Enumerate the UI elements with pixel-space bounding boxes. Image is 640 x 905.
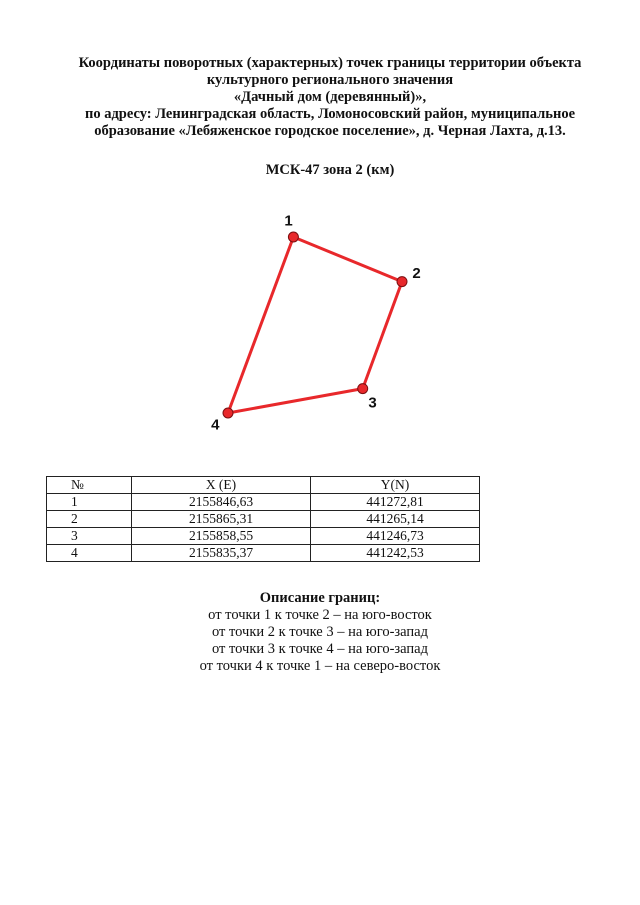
boundary-point-label: 1 xyxy=(284,212,293,230)
table-row xyxy=(47,494,480,511)
table-row xyxy=(47,528,480,545)
description-line: от точки 4 к точке 1 – на северо-восток xyxy=(199,658,441,674)
title-line: «Дачный дом (деревянный)», xyxy=(233,89,427,105)
boundary-diagram-svg xyxy=(200,205,430,445)
cell-y: 441265,14 xyxy=(311,511,480,528)
coordinate-system-label: МСК-47 зона 2 (км) xyxy=(265,162,395,178)
column-header-x: X (E) xyxy=(132,477,311,494)
cell-y: 441246,73 xyxy=(311,528,480,545)
boundary-outline xyxy=(228,237,402,413)
description-line: от точки 3 к точке 4 – на юго-запад xyxy=(212,641,428,657)
boundary-point xyxy=(223,408,233,418)
table-row xyxy=(47,511,480,528)
boundary-point xyxy=(358,384,368,394)
boundary-point-label: 4 xyxy=(211,416,220,434)
title-line: образование «Лебяженское городское поселение», д. Черная Лахта, д.13. xyxy=(94,123,566,139)
column-header-number: № xyxy=(47,477,132,494)
boundary-point xyxy=(397,277,407,287)
title-line: по адресу: Ленинградская область, Ломоносовский район, муниципальное xyxy=(84,106,576,122)
description-title: Описание границ: xyxy=(259,590,381,606)
column-header-y: Y(N) xyxy=(311,477,480,494)
cell-x: 2155835,37 xyxy=(132,545,311,562)
cell-x: 2155846,63 xyxy=(132,494,311,511)
cell-y: 441242,53 xyxy=(311,545,480,562)
cell-number: 4 xyxy=(47,545,132,562)
table-row xyxy=(47,545,480,562)
title-line: Координаты поворотных (характерных) точек границы территории объекта xyxy=(78,55,582,71)
boundary-point-label: 3 xyxy=(368,394,377,412)
cell-number: 1 xyxy=(47,494,132,511)
description-line: от точки 2 к точке 3 – на юго-запад xyxy=(212,624,428,640)
description-line: от точки 1 к точке 2 – на юго-восток xyxy=(208,607,432,623)
coordinates-table xyxy=(46,476,480,562)
document-title xyxy=(40,55,620,140)
cell-y: 441272,81 xyxy=(311,494,480,511)
title-line: культурного регионального значения xyxy=(206,72,454,88)
cell-x: 2155858,55 xyxy=(132,528,311,545)
boundary-point-label: 2 xyxy=(412,264,421,282)
boundary-description xyxy=(160,590,480,675)
boundary-diagram xyxy=(200,205,430,445)
table-header-row xyxy=(47,477,480,494)
cell-number: 3 xyxy=(47,528,132,545)
boundary-point xyxy=(288,232,298,242)
cell-number: 2 xyxy=(47,511,132,528)
cell-x: 2155865,31 xyxy=(132,511,311,528)
